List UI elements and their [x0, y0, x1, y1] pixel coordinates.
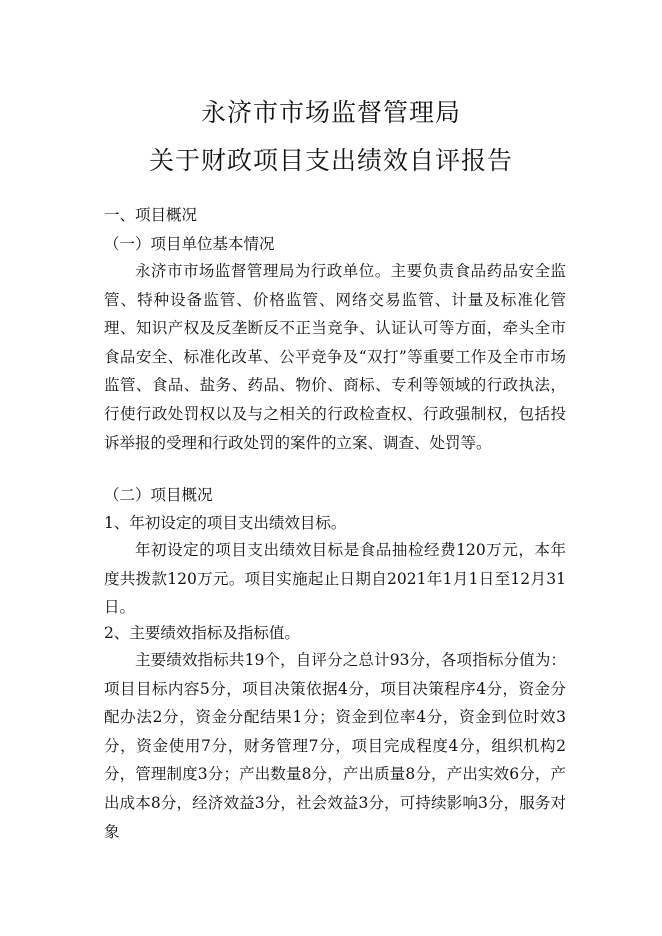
paragraph-unit-info: 永济市市场监督管理局为行政单位。主要负责食品药品安全监管、特种设备监管、价格监管、网络交易监管、计量及标准化管理、知识产权及反垄断反不正当竞争、认证认可等方面，牵头全市食品安全、标准化改革、公平竞争及“双打”等重要工作及全市市场监管、食品、盐务、药品、物价、商标、专利等领域的行政执法，行使行政处罚权以及与之相关的行政检查权、行政强制权，包括投诉举报的受理和行政处罚的案件的立案、调查、处罚等。 — [104, 262, 566, 452]
paragraph-performance-goal: 年初设定的项目支出绩效目标是食品抽检经费120万元，本年度共拨款120万元。项目实施起止日期自2021年1月1日至12月31日。 — [104, 541, 566, 617]
subsection-heading-unit-info: （一）项目单位基本情况 — [104, 235, 275, 253]
section-heading-overview: 一、项目概况 — [104, 206, 198, 224]
document-title-line1: 永济市市场监督管理局 — [200, 98, 461, 127]
document-title-line2: 关于财政项目支出绩效自评报告 — [148, 146, 513, 175]
list-item-key-indicators: 2、主要绩效指标及指标值。 — [104, 624, 300, 642]
list-item-performance-goal: 1、年初设定的项目支出绩效目标。 — [104, 514, 347, 532]
paragraph-key-indicators: 主要绩效指标共19个，自评分之总计93分，各项指标分值为：项目目标内容5分，项目决策依据4分，项目决策程序4分，资金分配办法2分，资金分配结果1分；资金到位率4分，资金到位时效3分，资金使用7分，财务管理7分，项目完成程度4分，组织机构2分，管理制度3分；产出数量8分，产出质量8分，产出实效6分，产出成本8分，经济效益3分，社会效益3分，可持续影响3分，服务对象 — [104, 651, 566, 841]
subsection-heading-project-overview: （二）项目概况 — [104, 486, 213, 504]
